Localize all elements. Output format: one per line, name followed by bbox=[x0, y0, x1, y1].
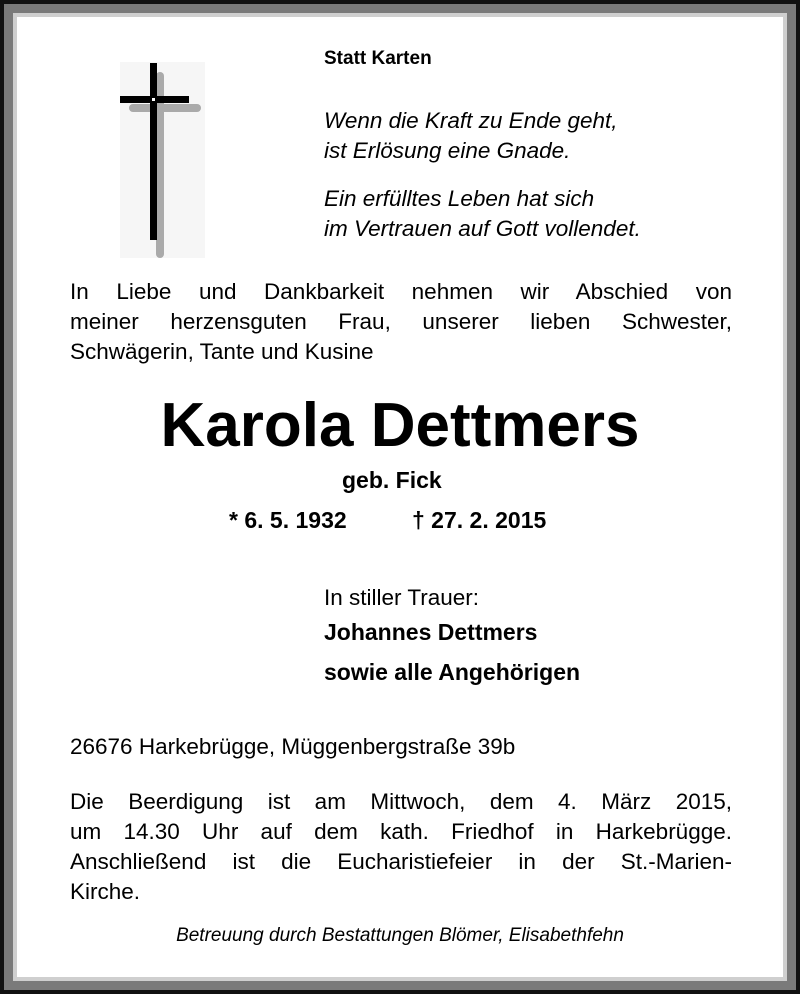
intro-line: meiner herzensguten Frau, unserer lieben Schwester, bbox=[70, 309, 732, 334]
funeral-line: um 14.30 Uhr auf dem kath. Friedhof in Harkebrügge. bbox=[70, 819, 732, 844]
mourner-others: sowie alle Angehörigen bbox=[324, 659, 581, 685]
funeral-line: Anschließend ist die Eucharistiefeier in der St.-Marien- bbox=[70, 849, 732, 874]
birth-date: * 6. 5. 1932 bbox=[229, 507, 347, 533]
quote-line: im Vertrauen auf Gott vollendet. bbox=[324, 216, 641, 241]
footer-undertaker: Betreuung durch Bestattungen Blömer, Elisabethfehn bbox=[176, 925, 624, 946]
quote-line: Ein erfülltes Leben hat sich bbox=[324, 186, 595, 211]
death-date: † 27. 2. 2015 bbox=[412, 507, 547, 533]
funeral-line: Die Beerdigung ist am Mittwoch, dem 4. März 2015, bbox=[70, 789, 732, 814]
deceased-name: Karola Dettmers bbox=[160, 391, 640, 460]
intro-line: In Liebe und Dankbarkeit nehmen wir Abschied von bbox=[70, 279, 732, 304]
quote-line: Wenn die Kraft zu Ende geht, bbox=[324, 108, 618, 133]
intro-line: Schwägerin, Tante und Kusine bbox=[70, 339, 374, 364]
birth-name: geb. Fick bbox=[342, 467, 442, 493]
funeral-line: Kirche. bbox=[70, 879, 141, 904]
mourner-name: Johannes Dettmers bbox=[324, 619, 538, 645]
statt-karten-label: Statt Karten bbox=[324, 48, 432, 69]
address: 26676 Harkebrügge, Müggenbergstraße 39b bbox=[70, 734, 516, 759]
quote-line: ist Erlösung eine Gnade. bbox=[324, 138, 571, 163]
mourners-label: In stiller Trauer: bbox=[324, 585, 480, 610]
cross-icon bbox=[120, 62, 205, 258]
